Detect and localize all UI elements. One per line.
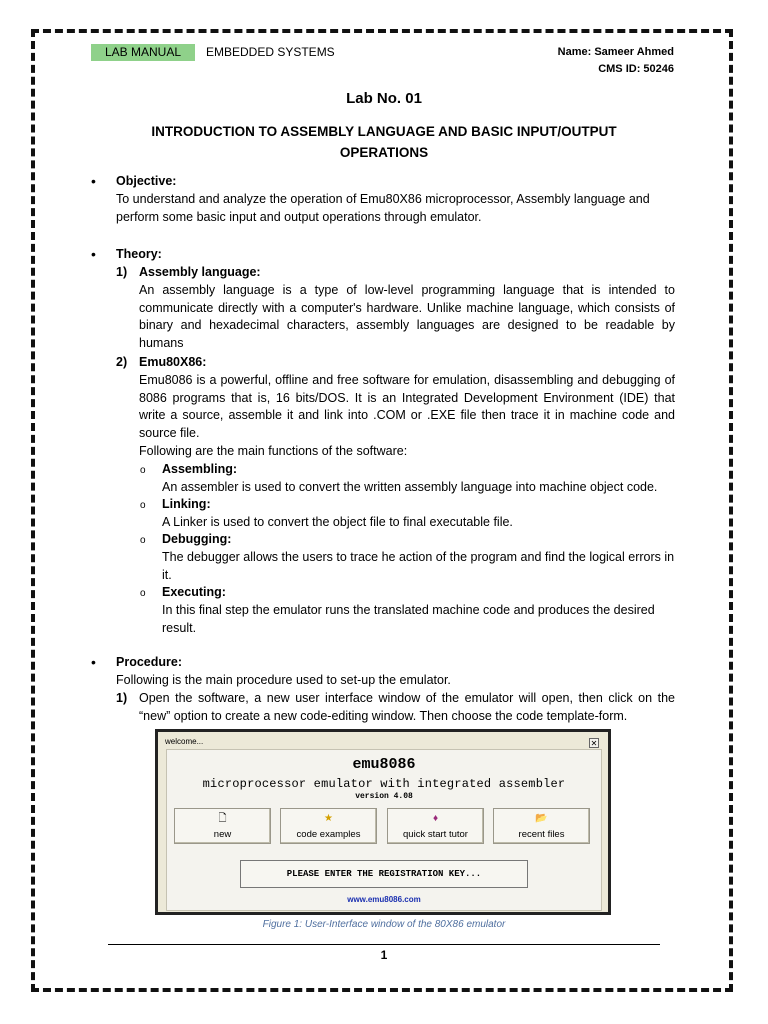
procedure-step-1-text: Open the software, a new user interface window of the emulator will open, then click on the “new” option to create a new code-editing window. Then choose the code template-form.	[139, 691, 675, 723]
figure-caption: Figure 1: User-Interface window of the 80X86 emulator	[262, 919, 506, 930]
footer-divider	[108, 944, 660, 945]
website-link[interactable]: www.emu8086.com	[347, 895, 421, 904]
header-student-name: Name: Sameer Ahmed	[557, 46, 674, 58]
objective-heading: Objective:	[116, 174, 177, 188]
theory-item-1-text: An assembly language is a type of low-level programming language that is intended to communicate directly with a computer's hardware. Unlike machine language, which consists of binary and hexadecimal characters, assembly languages are designed to be readable by humans	[139, 283, 675, 350]
theory-item-2-text: Emu8086 is a powerful, offline and free software for emulation, disassembling and debugging of 8086 programs that is, 16 bits/DOS. It is an Integrated Development Environment (IDE) that write a source, assemble it and link into .COM or .EXE file then trace it in machine code and source file.	[139, 373, 675, 440]
procedure-intro: Following is the main procedure used to set-up the emulator.	[116, 673, 451, 687]
page-title: INTRODUCTION TO ASSEMBLY LANGUAGE AND BASIC INPUT/OUTPUT OPERATIONS	[151, 124, 617, 160]
app-version: version 4.08	[355, 792, 413, 801]
code-examples-button[interactable]	[280, 808, 377, 844]
theory-bullet: •	[91, 246, 96, 262]
header-subject: EMBEDDED SYSTEMS	[206, 45, 335, 59]
code-examples-button-label: code examples	[296, 829, 361, 840]
new-file-icon: 🗋	[218, 813, 227, 824]
app-description: microprocessor emulator with integrated assembler	[202, 777, 566, 791]
theory-heading: Theory:	[116, 247, 162, 261]
functions-intro: Following are the main functions of the software:	[139, 444, 408, 458]
function-bullet: o	[140, 588, 146, 599]
theory-item-2-heading: Emu80X86:	[139, 355, 207, 369]
quick-start-tutor-button-label: quick start tutor	[403, 829, 468, 840]
function-debugging-text: The debugger allows the users to trace he action of the program and find the logical errors in it.	[162, 550, 675, 582]
theory-item-1-number: 1)	[116, 265, 128, 279]
objective-bullet: •	[91, 173, 96, 189]
function-executing-text: In this final step the emulator runs the translated machine code and produces the desired result.	[162, 603, 655, 635]
star-icon: ★	[324, 813, 333, 824]
function-linking-text: A Linker is used to convert the object file to final executable file.	[162, 515, 513, 529]
procedure-bullet: •	[91, 654, 96, 670]
new-button[interactable]	[174, 808, 271, 844]
header-course-tag: LAB MANUAL	[91, 44, 195, 61]
function-bullet: o	[140, 500, 146, 511]
procedure-heading: Procedure:	[116, 655, 182, 669]
new-button-label: new	[213, 829, 232, 840]
function-debugging-heading: Debugging:	[162, 532, 232, 546]
function-bullet: o	[140, 535, 146, 546]
theory-item-1-heading: Assembly language:	[139, 265, 261, 279]
app-name: emu8086	[352, 756, 416, 773]
function-linking-heading: Linking:	[162, 497, 211, 511]
function-bullet: o	[140, 465, 146, 476]
procedure-step-1-number: 1)	[116, 691, 128, 705]
folder-icon: 📂	[535, 813, 548, 824]
theory-item-2-number: 2)	[116, 355, 128, 369]
window-title: welcome...	[165, 737, 204, 746]
quick-start-tutor-button[interactable]	[387, 808, 484, 844]
recent-files-button[interactable]	[493, 808, 590, 844]
page-number: 1	[380, 948, 388, 962]
book-icon: ♦	[432, 813, 439, 824]
close-icon[interactable]: ✕	[590, 739, 598, 748]
function-executing-heading: Executing:	[162, 585, 226, 599]
recent-files-button-label: recent files	[518, 829, 565, 840]
function-assembling-text: An assembler is used to convert the written assembly language into machine object code.	[162, 480, 658, 494]
lab-number: Lab No. 01	[346, 90, 422, 107]
emulator-welcome-window	[155, 729, 611, 915]
registration-key-button[interactable]: PLEASE ENTER THE REGISTRATION KEY...	[240, 860, 528, 888]
function-assembling-heading: Assembling:	[162, 462, 238, 476]
objective-text: To understand and analyze the operation of Emu80X86 microprocessor, Assembly language and perform some basic input and output operations through emulator.	[116, 192, 650, 224]
welcome-panel	[166, 749, 602, 911]
header-cms-id: CMS ID: 50246	[598, 63, 674, 75]
